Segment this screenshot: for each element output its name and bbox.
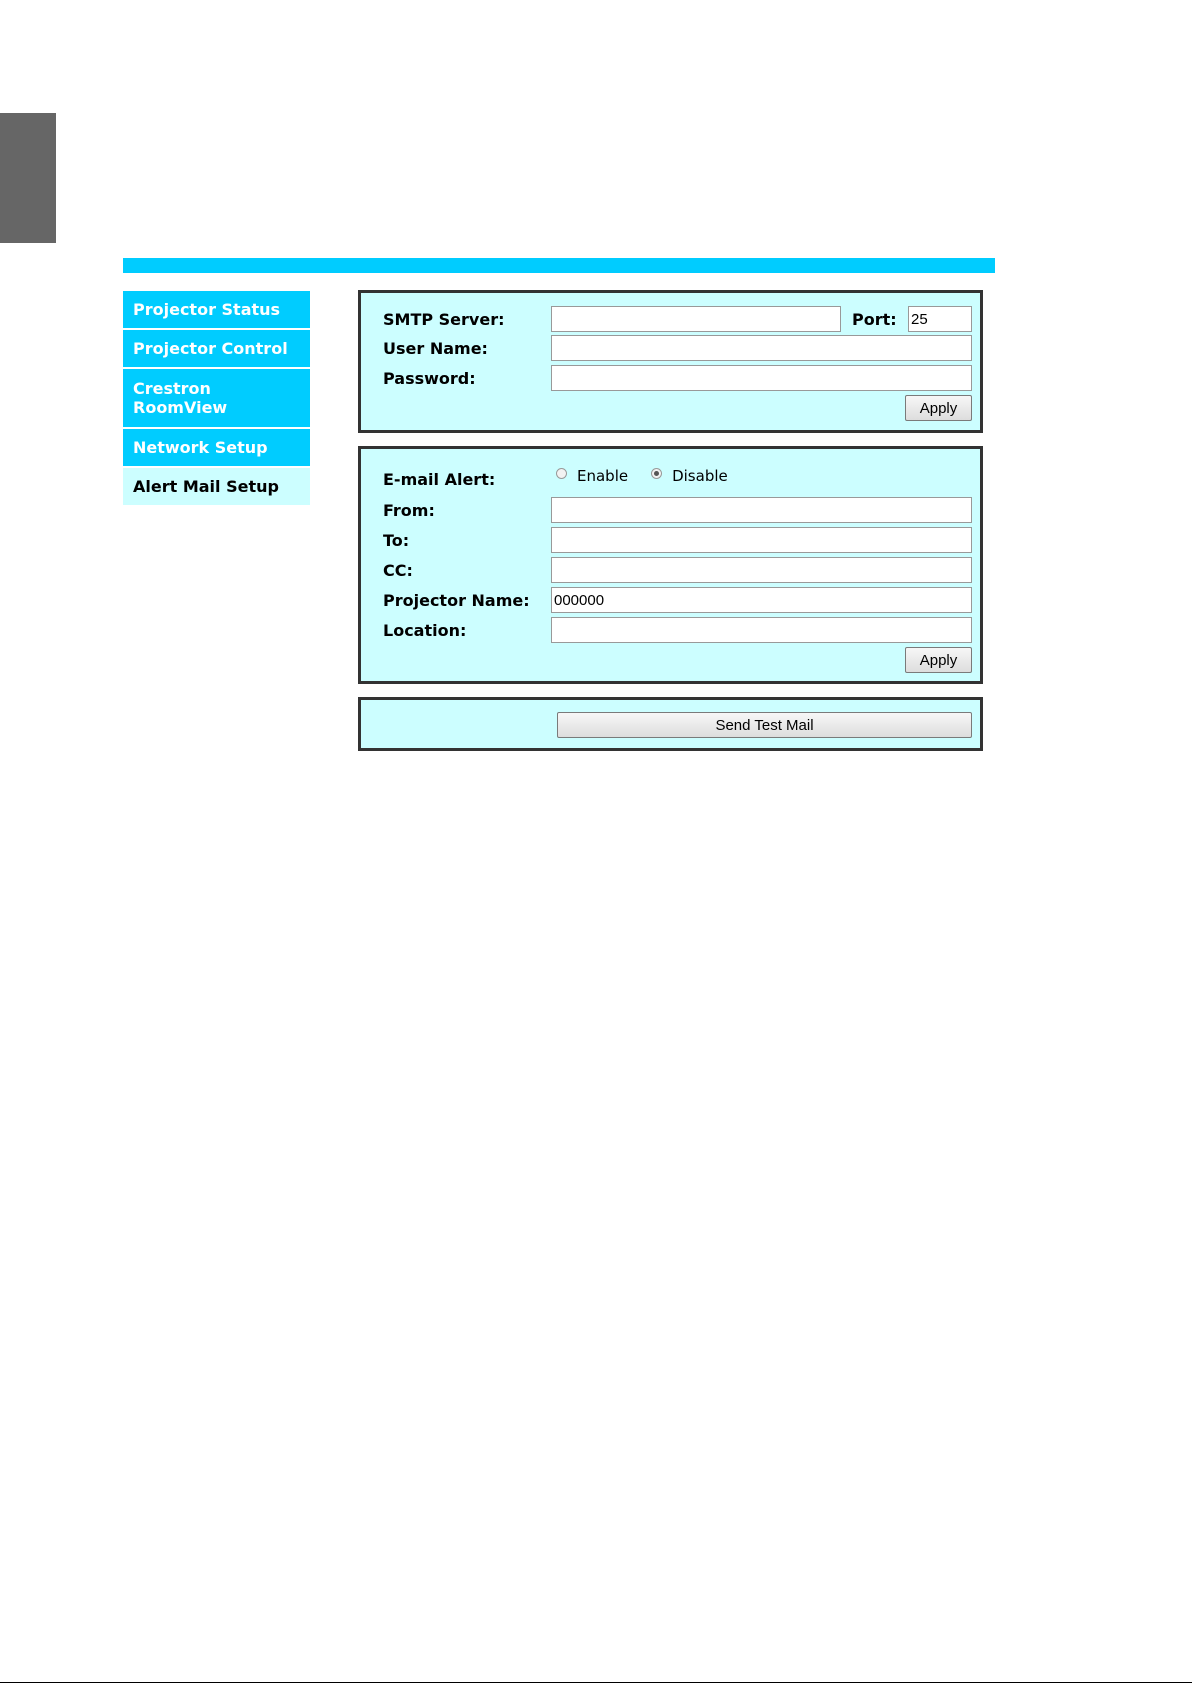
nav-item-crestron-roomview[interactable] xyxy=(123,369,310,427)
alert-apply-button[interactable]: Apply xyxy=(905,647,972,673)
disable-radio[interactable] xyxy=(651,468,662,479)
from-input[interactable] xyxy=(551,497,972,523)
port-input[interactable] xyxy=(908,306,972,332)
enable-radio-label[interactable]: Enable xyxy=(577,467,629,485)
to-label: To: xyxy=(383,531,410,550)
nav-item-label: Alert Mail Setup xyxy=(133,477,279,496)
top-accent-bar xyxy=(123,258,995,273)
alert-panel xyxy=(358,446,983,684)
user-name-input[interactable] xyxy=(551,335,972,361)
nav-item-label: Crestron RoomView xyxy=(133,379,228,417)
send-test-mail-button[interactable]: Send Test Mail xyxy=(557,712,972,738)
disable-radio-label[interactable]: Disable xyxy=(672,467,728,485)
location-label: Location: xyxy=(383,621,467,640)
enable-radio[interactable] xyxy=(556,468,567,479)
sidebar-nav xyxy=(123,291,310,507)
port-label: Port: xyxy=(852,310,897,329)
cc-input[interactable] xyxy=(551,557,972,583)
nav-item-projector-status[interactable] xyxy=(123,291,310,330)
projector-name-input[interactable] xyxy=(551,587,972,613)
projector-name-label: Projector Name: xyxy=(383,591,530,610)
nav-item-label: Network Setup xyxy=(133,438,268,457)
email-alert-label: E-mail Alert: xyxy=(383,470,496,489)
nav-item-label: Projector Control xyxy=(133,339,288,358)
test-mail-panel xyxy=(358,697,983,751)
nav-item-projector-control[interactable] xyxy=(123,330,310,369)
nav-item-label: Projector Status xyxy=(133,300,281,319)
password-label: Password: xyxy=(383,369,476,388)
location-input[interactable] xyxy=(551,617,972,643)
to-input[interactable] xyxy=(551,527,972,553)
footer-rule xyxy=(0,1682,1192,1683)
smtp-server-input[interactable] xyxy=(551,306,841,332)
password-input[interactable] xyxy=(551,365,972,391)
nav-item-network-setup[interactable] xyxy=(123,429,310,468)
smtp-panel xyxy=(358,290,983,433)
email-alert-radio-group xyxy=(556,467,751,485)
user-name-label: User Name: xyxy=(383,339,488,358)
cc-label: CC: xyxy=(383,561,413,580)
nav-item-alert-mail-setup[interactable] xyxy=(123,468,310,507)
side-tab xyxy=(0,113,56,243)
smtp-apply-button[interactable]: Apply xyxy=(905,395,972,421)
smtp-server-label: SMTP Server: xyxy=(383,310,505,329)
from-label: From: xyxy=(383,501,435,520)
